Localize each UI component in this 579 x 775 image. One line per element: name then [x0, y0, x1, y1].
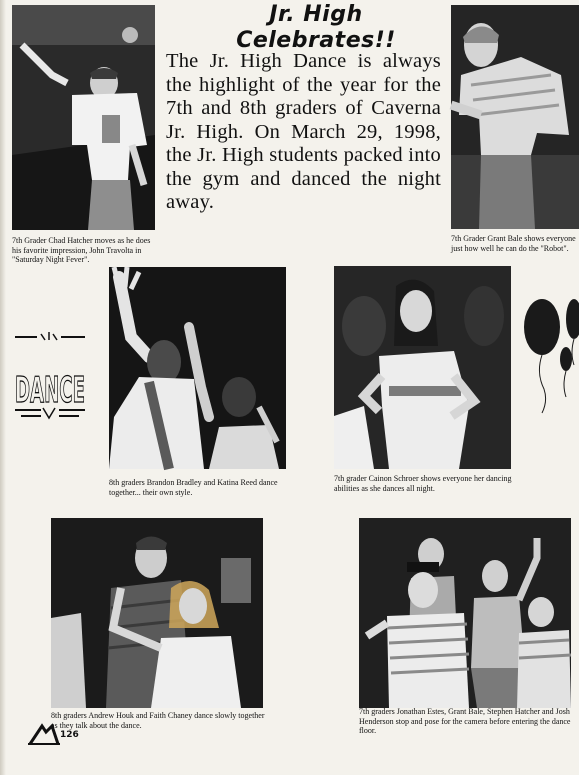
dance-logo [15, 332, 85, 422]
photo-grant-bale [451, 5, 579, 229]
page-number: 126 [60, 730, 79, 740]
caption-chad-hatcher: 7th Grader Chad Hatcher moves as he does his favorite impression, John Travolta in "Saturday Night Fever". [12, 236, 151, 264]
photo-brandon-katina [109, 267, 286, 469]
photo-chad-hatcher [12, 5, 155, 230]
caption-grant-bale: 7th Grader Grant Bale shows everyone just how well he can do the "Robot". [451, 234, 576, 253]
dance-logo-text: DANCE [15, 370, 85, 411]
caption-cainon-schroer: 7th grader Cainon Schroer shows everyone her dancing abilities as she dances all night. [334, 474, 512, 493]
caption-brandon-katina: 8th graders Brandon Bradley and Katina Reed dance together... their own style. [109, 478, 278, 497]
title-line-2: Celebrates!! [236, 28, 396, 53]
page-title [196, 2, 436, 54]
story-text: The Jr. High Dance is always the highlight of the year for the 7th and 8th graders of Caverna Jr. High. On March 29, 1998, the Jr. High students packed into the gym and danced the night away. [166, 50, 441, 213]
title-line-1: Jr. High [269, 2, 363, 27]
page-number-mark-icon [28, 722, 60, 746]
page-binding-shadow [0, 0, 6, 775]
photo-group-7th-graders [359, 518, 571, 708]
caption-group-7th-graders: 7th graders Jonathan Estes, Grant Bale, Stephen Hatcher and Josh Henderson stop and pose for the camera before entering the dance floor. [359, 707, 571, 735]
photo-cainon-schroer [334, 266, 511, 469]
balloons-icon [518, 293, 579, 413]
caption-andrew-faith: 8th graders Andrew Houk and Faith Chaney dance slowly together as they talk about the dance. [51, 711, 265, 730]
photo-andrew-faith [51, 518, 263, 708]
